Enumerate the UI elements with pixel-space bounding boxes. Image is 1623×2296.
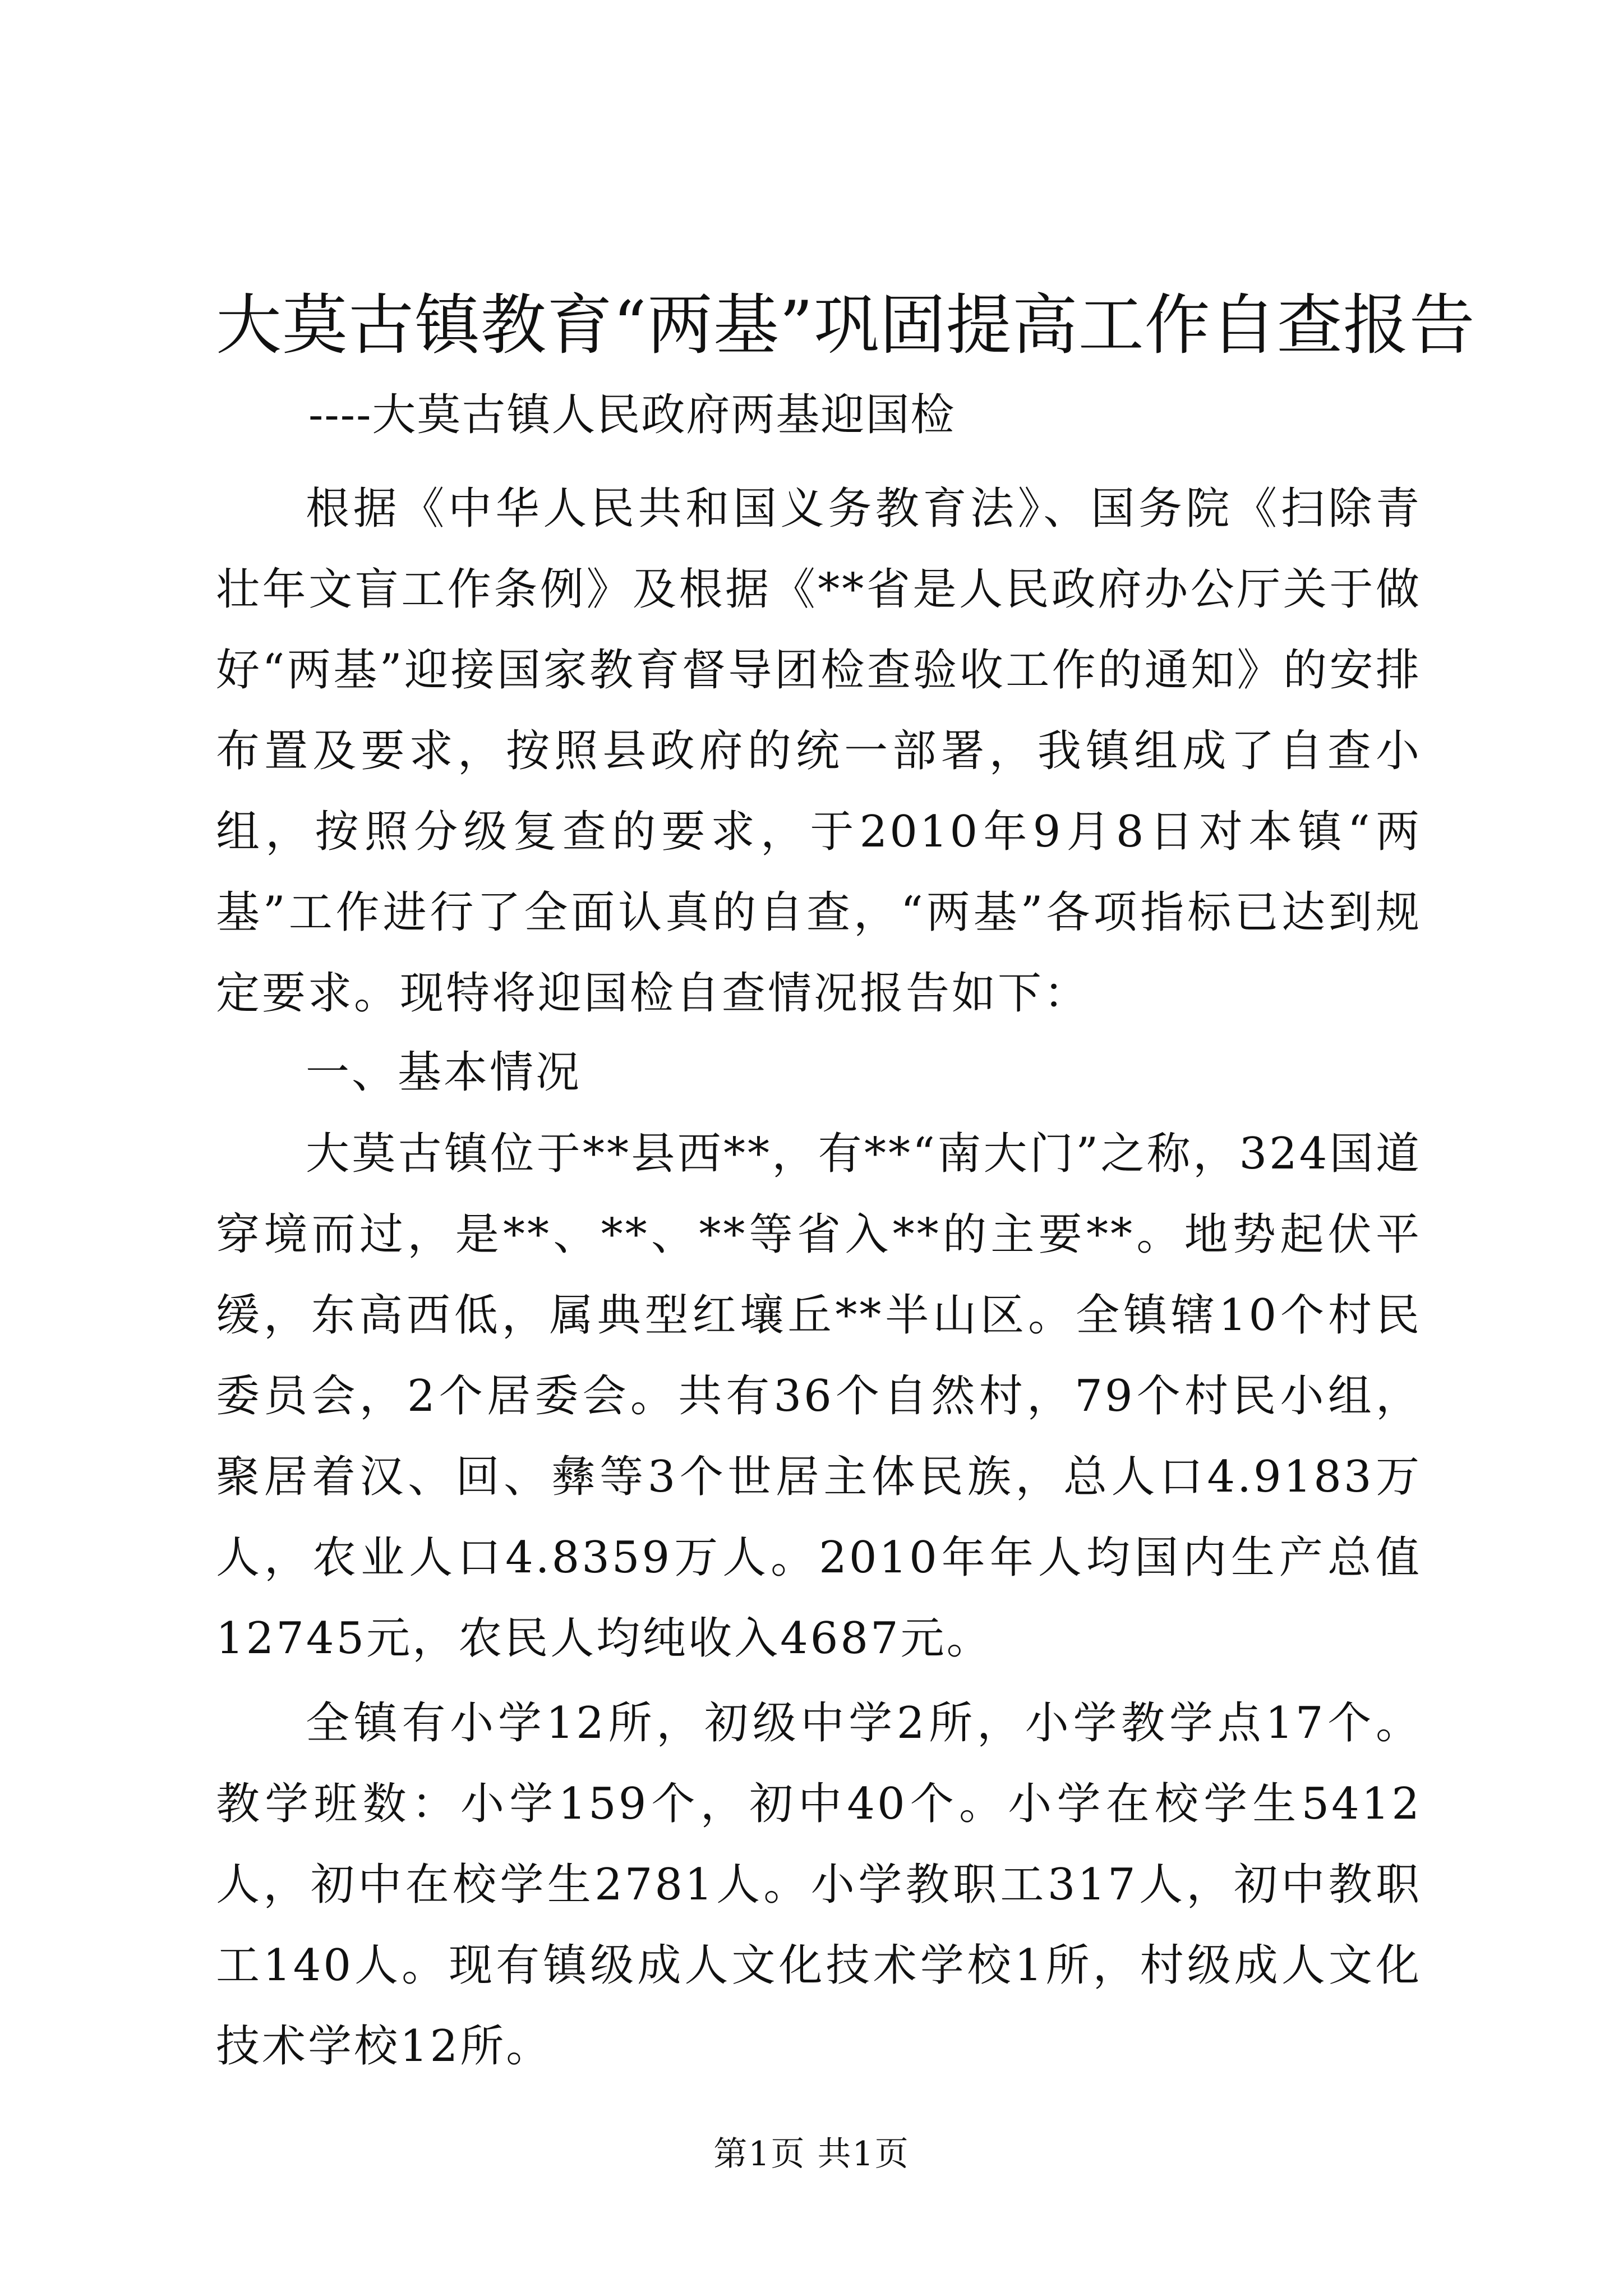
- page-footer: 第1页 共1页: [713, 2134, 910, 2174]
- paragraph-schools: 全镇有小学12所，初级中学2所，小学教学点17个。教学班数：小学159个，初中40个。小学在校学生5412人，初中在校学生2781人。小学教职工317人，初中教职工140人。现有镇级成人文化技术学校1所，村级成人文化技术学校12所。: [216, 1698, 1422, 2072]
- document-subtitle: ----大莫古镇人民政府两基迎国检: [308, 390, 956, 440]
- paragraph-intro: 根据《中华人民共和国义务教育法》、国务院《扫除青壮年文盲工作条例》及根据《**省是人民政府办公厅关于做好“两基”迎接国家教育督导团检查验收工作的通知》的安排布置及要求，按照县政府的统一部署，我镇组成了自查小组，按照分级复查的要求，于2010年9月8日对本镇“两基”工作进行了全面认真的自查，“两基”各项指标已达到规定要求。现特将迎国检自查情况报告如下：: [216, 484, 1422, 1019]
- section-heading-basic-info: 一、基本情况: [306, 1047, 582, 1098]
- paragraph-basic-info: 大莫古镇位于**县西**，有**“南大门”之称，324国道穿境而过，是**、**、**等省入**的主要**。地势起伏平缓，东高西低，属典型红壤丘**半山区。全镇辖10个村民委员会，2个居委会。共有36个自然村，79个村民小组，聚居着汉、回、彝等3个世居主体民族，总人口4.9183万人，农业人口4.8359万人。2010年年人均国内生产总值12745元，农民人均纯收入4687元。: [216, 1129, 1422, 1664]
- document-title: 大莫古镇教育“两基”巩固提高工作自查报告: [216, 287, 1476, 364]
